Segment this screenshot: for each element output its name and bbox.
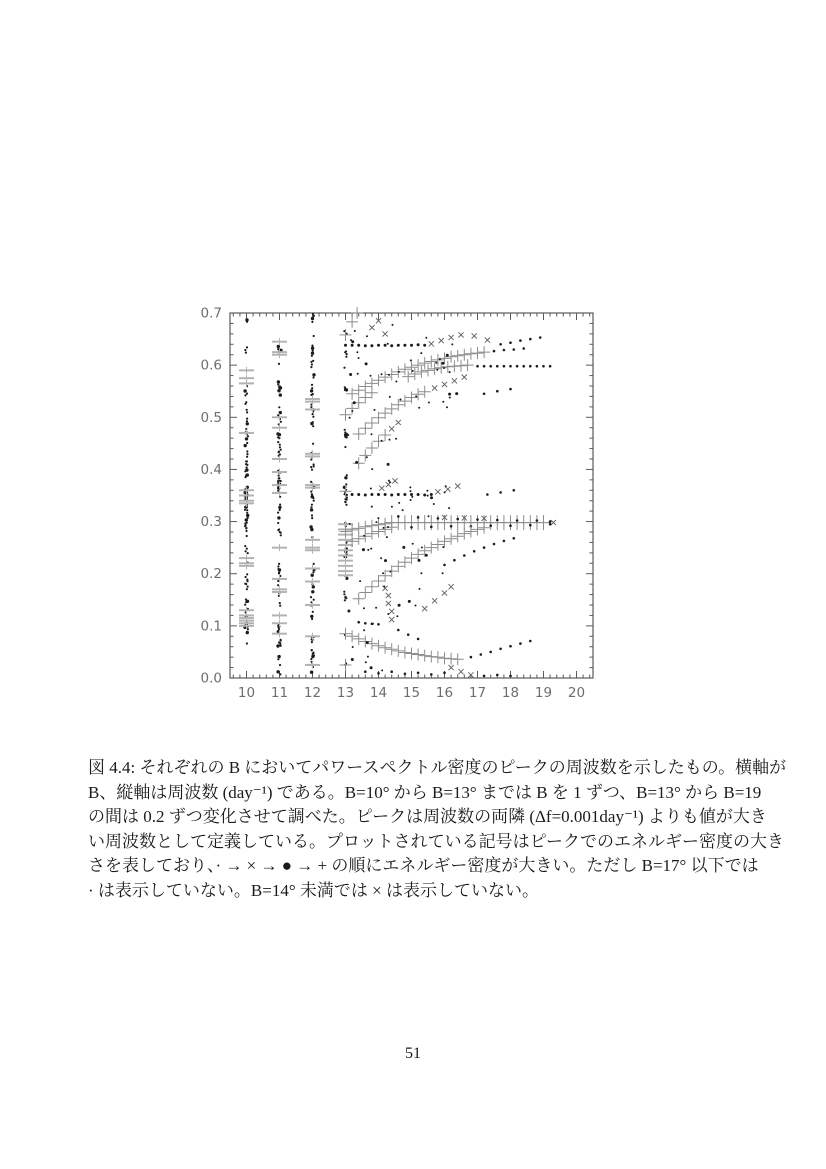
svg-text:20: 20	[567, 685, 586, 701]
svg-text:0.2: 0.2	[200, 566, 222, 583]
caption-line: さを表しており、· → × → ● → + の順にエネルギー密度が大きい。ただし B=17° 以下では	[88, 856, 759, 876]
svg-text:0.1: 0.1	[200, 618, 222, 635]
svg-text:0.4: 0.4	[200, 461, 222, 478]
svg-text:18: 18	[501, 685, 520, 701]
svg-text:10: 10	[237, 685, 256, 701]
svg-text:0.0: 0.0	[200, 670, 222, 687]
figure-caption	[88, 756, 787, 904]
caption-line: の間は 0.2 ずつ変化させて調べた。ピークは周波数の両隣 (Δf=0.001day⁻¹) よりも値が大き	[88, 807, 767, 827]
svg-text:0.6: 0.6	[200, 357, 222, 374]
svg-text:12: 12	[303, 685, 322, 701]
svg-text:13: 13	[336, 685, 355, 701]
page-number: 51	[405, 1045, 421, 1062]
caption-line: 図 4.4: それぞれの B においてパワースペクトル密度のピークの周波数を示したもの。横軸が	[88, 758, 787, 777]
svg-text:0.5: 0.5	[200, 409, 222, 426]
svg-text:16: 16	[435, 685, 454, 701]
caption-line: B、縦軸は周波数 (day⁻¹) である。B=10° から B=13° までは B を 1 ずつ、B=13° から B=19	[88, 782, 762, 802]
svg-text:0.7: 0.7	[200, 305, 222, 322]
caption-line: い周波数として定義している。プロットされている記号はピークでのエネルギー密度の大き	[88, 831, 784, 851]
svg-text:19: 19	[534, 685, 553, 701]
svg-text:0.3: 0.3	[200, 514, 222, 531]
caption-line: · は表示していない。B=14° 未満では × は表示していない。	[88, 880, 539, 900]
svg-text:11: 11	[270, 685, 289, 701]
svg-text:14: 14	[369, 685, 388, 701]
svg-text:17: 17	[468, 685, 487, 701]
svg-text:15: 15	[402, 685, 421, 701]
